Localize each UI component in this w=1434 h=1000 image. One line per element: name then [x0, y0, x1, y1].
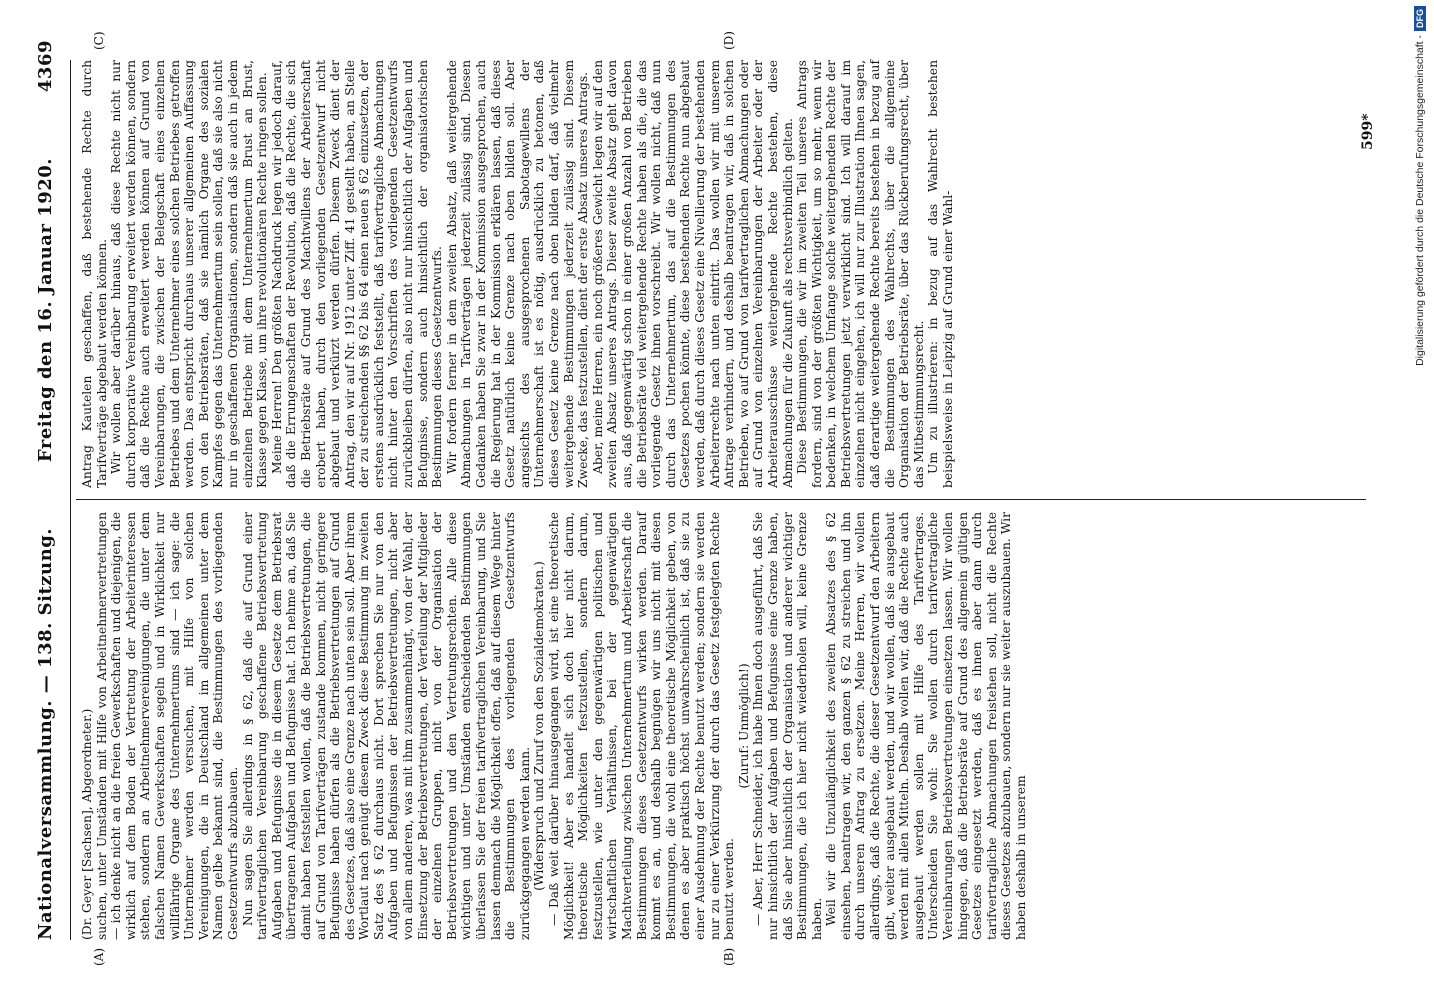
margin-marker-c: (C) — [92, 31, 106, 50]
paragraph: Nun sagen Sie allerdings in § 62, daß die auf Grund einer tarifvertraglichen Vereinbarung geschaffene Betriebsvertretung Aufgaben und Befugnisse die in diesem Gesetze dem Betriebsrat übertragenen Aufgaben und Befugnisse hat. Ich nehme an, daß Sie damit haben feststellen wollen, daß die Betriebsvertretungen, die auf Grund von Tarifverträgen zustande kommen, nicht geringere Befugnisse haben dürfen als die Betriebsvertretungen auf Grund des Gesetzes, daß also eine Grenze nach unten sein soll. Aber ihrem Wortlaut nach genügt diesem Zweck diese Bestimmung im zweiten Satz des § 62 durchaus nicht. Dort sprechen Sie nur von den Aufgaben und Befugnissen der Betriebsvertretungen, nicht aber von allem anderen, was mit ihm zusammenhängt, von der Wahl, der Einsetzung der Betriebsvertretungen, der Verteilung der Mitglieder der einzelnen Gruppen, nicht von der Organisation der Betriebsvertretungen und den Vertretungsrechten. Alle diese wichtigen und unter Umständen entscheidenden Bestimmungen überlassen Sie der freien tarifvertraglichen Vereinbarung, und Sie lassen demnach die Möglichkeit offen, daß auf diesem Wege hinter die Bestimmungen des vorliegenden Gesetzentwurfs zurückgegangen werden kann. — [240, 512, 532, 940]
digitization-credit — [1409, 0, 1431, 1000]
dfg-logo: DFG — [1414, 6, 1426, 31]
paragraph: — Daß weit darüber hinausgegangen wird, ist eine theoretische Möglichkeit! Aber es handelt sich doch hier nicht darum, theoretische Möglichkeiten festzustellen, sondern darum, festzustellen, wie unter den gegenwärtigen politischen und wirtschaftlichen Verhältnissen, bei der gegenwärtigen Machtverteilung zwischen Unternehmertum und Arbeiterschaft die Bestimmungen dieses Gesetzentwurfs wirken werden. Darauf kommt es an, und deshalb begnügen wir uns nicht mit diesen Bestimmungen, die wohl eine theoretische Möglichkeit geben, von denen es aber praktisch höchst unwahrscheinlich ist, daß sie zu einer Ausdehnung der Rechte benutzt werden; sondern sie werden nur zu einer Verkürzung der durch das Gesetz festgelegten Rechte benutzt werden. — [547, 512, 737, 940]
header-title: Nationalversammlung. — 138. Sitzung. — [35, 527, 56, 940]
interjection: (Zuruf: Unmöglich!) — [736, 663, 751, 789]
page-header — [35, 40, 71, 940]
paragraph: Aber, meine Herren, ein noch größeres Gewicht legen wir auf den zweiten Absatz unseres Antrags. Dieser zweite Absatz geht davon aus, daß gegenwärtig schon in einer großen Anzahl von Betrieben die Betriebsräte viel weitergehende Rechte haben als die, die das vorliegende Gesetz ihnen vorschreibt. Wir wollen nicht, daß nun durch das Unternehmertum, das auf die Bestimmungen des Gesetzes pochen könnte, diese bestehenden Rechte nun abgebaut werden, daß durch dieses Gesetz eine Nivellierung der bestehenden Arbeiterrechte nach unten eintritt. Das wollen wir mit unserem Antrage verhindern, und deshalb beantragen wir, daß in solchen Betrieben, wo auf Grund von tarifvertraglichen Abmachungen oder auf Grund von einzelnen Vereinbarungen der Arbeiter oder der Arbeiterausschüsse weitergehende Rechte bestehen, diese Abmachungen für die Zukunft als rechtsverbindlich gelten. — [590, 60, 795, 488]
signature-mark: 599* — [1360, 113, 1376, 150]
margin-marker-d: (D) — [722, 31, 736, 50]
paragraph: Antrag Kautelen geschaffen, daß bestehende Rechte durch Tarifverträge abgebaut werden können. — [80, 60, 109, 488]
paragraph: Wir wollen aber darüber hinaus, daß diese Rechte nicht nur durch korporative Vereinbarung erweitert werden können, sondern daß die Rechte auch erweitert werden können auf Grund von Vereinbarungen, die zwischen der Belegschaft eines einzelnen Betriebes und dem Unternehmer eines solchen Betriebes getroffen werden. Das entspricht durchaus unserer allgemeinen Auffassung von den Betriebsräten, daß sie nämlich Organe des sozialen Kampfes gegen das Unternehmertum sein sollen, daß sie also nicht nur in geschaffenen Organisationen, sondern daß sie auch in jedem einzelnen Betriebe mit dem Unternehmertum Brust an Brust, Klasse gegen Klasse, um ihre revolutionären Rechte ringen sollen. — [109, 60, 270, 488]
paragraph: Diese Bestimmungen, die wir im zweiten Teil unseres Antrags fordern, sind von der größten Wichtigkeit, um so mehr, wenn wir bedenken, in welchem Umfange solche weitergehenden Rechte der Betriebsvertretungen jetzt verwirklicht sind. Ich will darauf im einzelnen nicht eingehen, ich will nur zur Illustration Ihnen sagen, daß derartige weitergehende Rechte bereits bestehen in bezug auf die Bestimmungen des Wahlrechts, über die allgemeine Organisation der Betriebsräte, über das Rückberufungsrecht, über das Mitbestimmungsrecht. — [795, 60, 926, 488]
credit-text: Digitalisierung gefördert durch die Deutsche Forschungsgemeinschaft - — [1414, 35, 1426, 366]
paragraph: Weil wir die Unzulänglichkeit des zweiten Absatzes des § 62 einsehen, beantragen wir, den ganzen § 62 zu streichen und ihn durch unseren Antrag zu ersetzen. Meine Herren, wir wollen allerdings, daß die Rechte, die dieser Gesetzentwurf den Arbeitern gibt, weiter ausgebaut werden, und wir wollen, daß sie ausgebaut werden mit allen Mitteln. Deshalb wollen wir, daß die Rechte auch ausgebaut werden sollen mit Hilfe des Tarifvertrages. Unterscheiden Sie wohl: Sie wollen durch tarifvertragliche Vereinbarungen Betriebsvertretungen einsetzen lassen. Wir wollen hingegen, daß die Betriebsräte auf Grund des allgemein gültigen Gesetzes eingesetzt werden, daß es ihnen aber dann durch tarifvertragliche Abmachungen freistehen soll, nicht die Rechte dieses Gesetzes abzubauen, sondern nur sie weiter auszubauen. Wir haben deshalb in unserem — [824, 512, 1028, 940]
left-column — [80, 512, 1029, 940]
page-number: 4369 — [35, 40, 56, 93]
paragraph: Um zu illustrieren: in bezug auf das Wahlrecht bestehen beispielsweise in Leipzig auf Grund einer Wahl- — [926, 60, 956, 488]
paragraph: — Aber, Herr Schneider, ich habe Ihnen doch ausgeführt, daß Sie nur hinsichtlich der Aufgaben und Befugnisse eine Grenze haben, daß Sie aber hinsichtlich der Organisation und anderer wichtiger Bestimmungen, die ich hier nicht wiederholen will, keine Grenze haben. — [751, 512, 824, 940]
header-rule — [70, 60, 71, 940]
column-divider — [76, 499, 1366, 500]
right-column — [80, 60, 956, 488]
margin-marker-b: (B) — [722, 947, 736, 966]
header-date: Freitag den 16. Januar 1920. — [35, 157, 56, 463]
paragraph: Wir fordern ferner in dem zweiten Absatz, daß weitergehende Abmachungen in Tarifverträgen jederzeit zulässig sind. Diesen Gedanken haben Sie zwar in der Kommission ausgesprochen, auch die Regierung hat in der Kommission erklären lassen, daß dieses Gesetz natürlich keine Grenze nach oben bilden soll. Aber angesichts des ausgesprochenen Sabotagewillens der Unternehmerschaft ist es nötig, ausdrücklich zu betonen, daß dieses Gesetz keine Grenze nach oben bilden darf, daß vielmehr weitergehende Bestimmungen jederzeit zulässig sind. Diesem Zwecke, das festzustellen, dient der erste Absatz unseres Antrags. — [444, 60, 591, 488]
speaker-line: (Dr. Geyer [Sachsen], Abgeordneter.) — [80, 708, 94, 940]
interjection: (Widerspruch und Zuruf von den Sozialdemokraten.) — [532, 561, 547, 891]
paragraph: suchen, unter Umständen mit Hilfe von Arbeitnehmervertretungen — ich denke nicht an die freien Gewerkschaften und diejenigen, die wirklich auf dem Boden der Vertretung der Arbeiterinteressen stehen, sondern an Arbeitnehmervereinigungen, die unter dem falschen Namen Gewerkschaften segeln und in Wirklichkeit nur willfährige Organe des Unternehmertums sind — ich sage: die Unternehmer werden versuchen, mit Hilfe von solchen Vereinigungen, die in Deutschland im allgemeinen unter dem Namen gelbe bekannt sind, die Bestimmungen des vorliegenden Gesetzentwurfs abzubauen. — [94, 512, 240, 940]
margin-marker-a: (A) — [92, 947, 106, 966]
paragraph: Meine Herren! Den größten Nachdruck legen wir jedoch darauf, daß die Errungenschaften der Revolution, daß die Rechte, die sich die Betriebsräte auf Grund des Machtwillens der Arbeiterschaft erobert haben, durch den vorliegenden Gesetzentwurf nicht abgebaut und verkürzt werden dürfen. Diesem Zweck dient der Antrag, den wir auf Nr. 1912 unter Ziff. 41 gestellt haben, an Stelle der zu streichenden §§ 62 bis 64 einen neuen § 62 einzusetzen, der erstens ausdrücklich feststellt, daß tarifvertragliche Abmachungen nicht hinter den Vorschriften des vorliegenden Gesetzentwurfs zurückbleiben dürfen, also nicht nur hinsichtlich der Aufgaben und Befugnisse, sondern auch hinsichtlich der organisatorischen Bestimmungen dieses Gesetzentwurfs. — [269, 60, 445, 488]
